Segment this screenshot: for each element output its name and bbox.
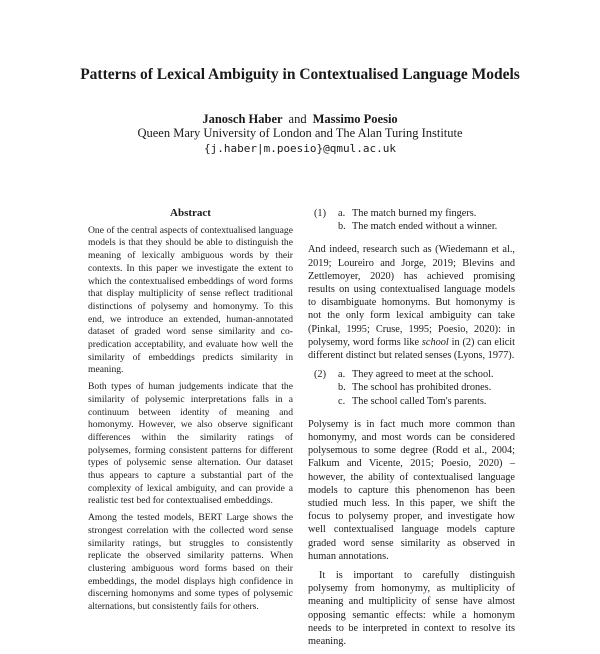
example-item-text: The match burned my fingers. bbox=[352, 208, 477, 219]
body-paragraph bbox=[308, 243, 515, 362]
example-item-label: c. bbox=[338, 395, 346, 407]
example-item bbox=[338, 395, 494, 408]
example-item bbox=[338, 207, 497, 220]
abstract-paragraph: Both types of human judgements indicate that the similarity of polysemic interpretations falls in a continuum between identity of meaning and homonymy. However, we also observe significant differences within the similarity ratings of polysemes, forming consistent patterns for different types of polysemic sense alternation. Our dataset thus appears to capture a substantial part of the complexity of lexical ambiguity, and can provide a realistic test bed for contextualised embeddings. bbox=[88, 381, 293, 507]
example-1 bbox=[308, 207, 515, 233]
example-item-label: a. bbox=[338, 369, 346, 381]
right-column bbox=[308, 207, 515, 654]
example-item-text: The school has prohibited drones. bbox=[352, 382, 492, 394]
example-item bbox=[338, 381, 494, 394]
left-column bbox=[88, 207, 293, 618]
author-name: Massimo Poesio bbox=[312, 112, 398, 126]
abstract-paragraph: Among the tested models, BERT Large shows the strongest correlation with the collected word sense similarity ratings, but struggles to consistently replicate the observed similarity patterns. When clustering ambiguous word forms based on their embeddings, the model displays high confidence in discerning homonyms and some types of polysemic alternations, but consistently fails for others. bbox=[88, 512, 293, 613]
example-2 bbox=[308, 368, 515, 408]
example-list bbox=[338, 368, 494, 408]
affiliation: Queen Mary University of London and The Alan Turing Institute bbox=[137, 126, 463, 140]
body-italic-term: school bbox=[421, 336, 449, 348]
example-number: (2) bbox=[314, 369, 327, 381]
author-name: Janosch Haber bbox=[202, 112, 283, 126]
body-paragraph: Polysemy is in fact much more common than homonymy, and most words can be considered polysemous to some degree (Rodd et al., 2004; Falkum and Vicente, 2015; Poesio, 2020) –however, the ability of contextualised language models to capture this phenomenon has been studied much less. In this paper, we shift the focus to polysemy proper, and investigate how well contextualised language models capture graded word sense similarity as observed in human annotations. bbox=[308, 418, 515, 562]
example-item-text: They agreed to meet at the school. bbox=[352, 369, 494, 381]
example-item-label: a. bbox=[338, 208, 346, 219]
body-paragraph: It is important to carefully distinguish polysemy from homonymy, as multiplicity of meaning and multiplicity of sense have almost opposing semantic effects: while a homonym needs to be interpreted in context to resolve its meaning. bbox=[308, 570, 515, 648]
abstract-paragraph: One of the central aspects of contextualised language models is that they should be able to distinguish the meaning of lexically ambiguous words by their contexts. In this paper we investigate the extent to which the contextualised embeddings of word forms that display multiplicity of sense reflect traditional distinctions of polysemy and homonymy. To this end, we introduce an extended, human-annotated dataset of graded word sense similarity and co-predication acceptability, and evaluate how well the similarity of embeddings predicts similarity in meaning. bbox=[88, 224, 293, 376]
paper-title: Patterns of Lexical Ambiguity in Contextualised Language Models bbox=[80, 66, 520, 83]
author-line bbox=[0, 112, 600, 127]
abstract-heading: Abstract bbox=[170, 207, 211, 219]
example-item-label: b. bbox=[338, 382, 346, 394]
example-item-text: The match ended without a winner. bbox=[352, 221, 498, 233]
author-email: {j.haber|m.poesio}@qmul.ac.uk bbox=[203, 142, 397, 155]
author-separator: and bbox=[288, 112, 307, 126]
example-list bbox=[338, 207, 497, 233]
example-number: (1) bbox=[314, 208, 327, 219]
body-text: And indeed, research such as (Wiedemann et al., 2019; Loureiro and Jorge, 2019; Blevins and Zettlemoyer, 2020) has achieved promising results on using contextualised language models to disambiguate homonyms. But homonymy is not the only form lexical ambiguity can take (Pinkal, 1995; Cruse, 1995; Poesio, 2020): in polysemy, word forms like bbox=[308, 244, 515, 348]
example-item bbox=[338, 220, 497, 233]
example-item-label: b. bbox=[338, 221, 346, 233]
example-item-text: The school called Tom's parents. bbox=[352, 395, 487, 407]
body-text: in (2) can elicit different distinct but related senses (Lyons, 1977). bbox=[308, 336, 515, 362]
example-item bbox=[338, 368, 494, 381]
